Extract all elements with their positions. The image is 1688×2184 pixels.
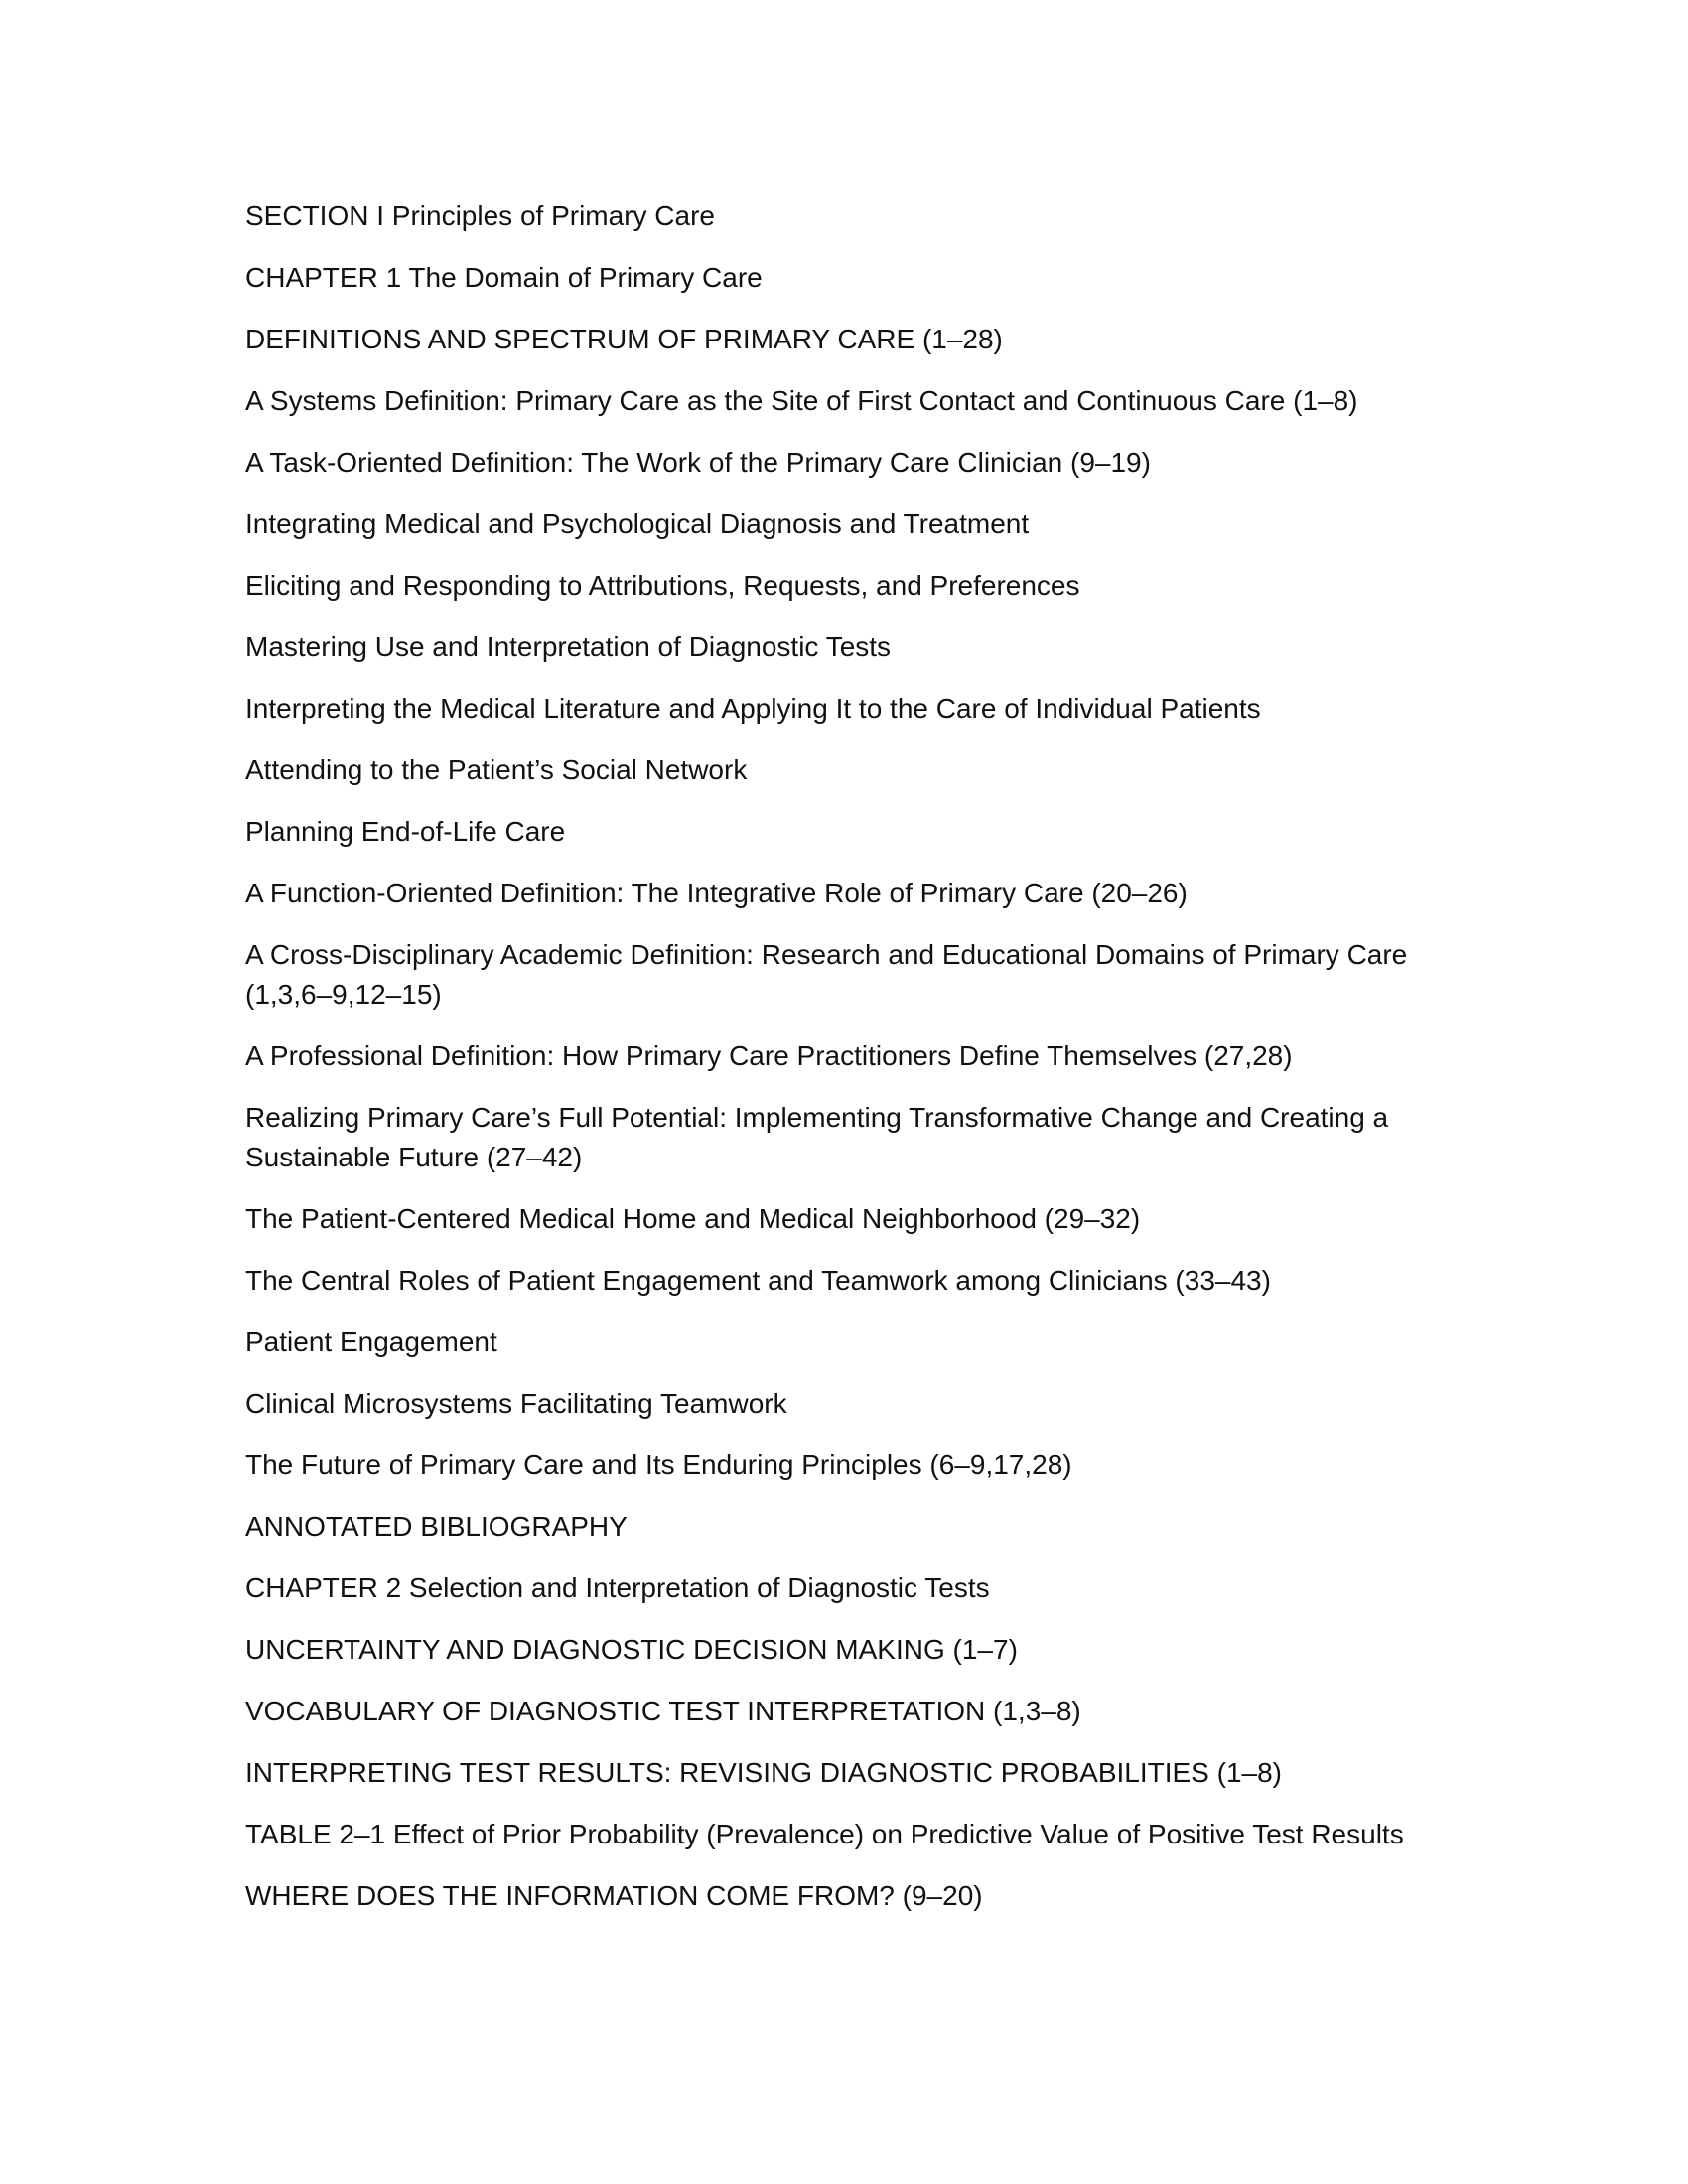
toc-entry: Integrating Medical and Psychological Diagnosis and Treatment xyxy=(245,508,1030,539)
toc-entry: The Central Roles of Patient Engagement and Teamwork among Clinicians (33–43) xyxy=(245,1265,1271,1296)
toc-entry: Attending to the Patient’s Social Network xyxy=(245,754,748,785)
toc-entry: TABLE 2–1 Effect of Prior Probability (Prevalence) on Predictive Value of Positive Test Results xyxy=(245,1819,1404,1849)
toc-entry: A Function-Oriented Definition: The Integrative Role of Primary Care (20–26) xyxy=(245,878,1188,908)
toc-entry: A Cross-Disciplinary Academic Definition: Research and Educational Domains of Primary Care (1,3,6–9,12–15) xyxy=(245,939,1408,1010)
toc-entry: Planning End-of-Life Care xyxy=(245,816,566,847)
toc-entry: Interpreting the Medical Literature and Applying It to the Care of Individual Patients xyxy=(245,693,1261,724)
toc-entry: UNCERTAINTY AND DIAGNOSTIC DECISION MAKING (1–7) xyxy=(245,1634,1018,1665)
chapter-heading: CHAPTER 2 Selection and Interpretation of Diagnostic Tests xyxy=(245,1572,990,1603)
toc-entry: VOCABULARY OF DIAGNOSTIC TEST INTERPRETATION (1,3–8) xyxy=(245,1696,1081,1726)
toc-entry: The Future of Primary Care and Its Enduring Principles (6–9,17,28) xyxy=(245,1449,1072,1480)
toc-entry: A Professional Definition: How Primary Care Practitioners Define Themselves (27,28) xyxy=(245,1040,1293,1071)
toc-entry: WHERE DOES THE INFORMATION COME FROM? (9–20) xyxy=(245,1880,983,1911)
toc-entry: A Systems Definition: Primary Care as the Site of First Contact and Continuous Care (1–8) xyxy=(245,385,1358,416)
table-of-contents xyxy=(245,197,1496,1938)
toc-entry: DEFINITIONS AND SPECTRUM OF PRIMARY CARE (1–28) xyxy=(245,324,1003,354)
toc-entry: The Patient-Centered Medical Home and Medical Neighborhood (29–32) xyxy=(245,1203,1141,1234)
toc-entry: Eliciting and Responding to Attributions, Requests, and Preferences xyxy=(245,570,1080,601)
toc-entry: INTERPRETING TEST RESULTS: REVISING DIAGNOSTIC PROBABILITIES (1–8) xyxy=(245,1757,1282,1788)
toc-entry: Clinical Microsystems Facilitating Teamwork xyxy=(245,1388,787,1419)
section-heading: SECTION I Principles of Primary Care xyxy=(245,201,715,231)
chapter-heading: CHAPTER 1 The Domain of Primary Care xyxy=(245,262,763,293)
toc-entry: ANNOTATED BIBLIOGRAPHY xyxy=(245,1511,628,1542)
toc-entry: Realizing Primary Care’s Full Potential: Implementing Transformative Change and Creating a Sustainable Future (27–42) xyxy=(245,1102,1389,1172)
toc-entry: Mastering Use and Interpretation of Diagnostic Tests xyxy=(245,631,892,662)
toc-entry: Patient Engagement xyxy=(245,1326,497,1357)
toc-entry: A Task-Oriented Definition: The Work of the Primary Care Clinician (9–19) xyxy=(245,447,1151,478)
